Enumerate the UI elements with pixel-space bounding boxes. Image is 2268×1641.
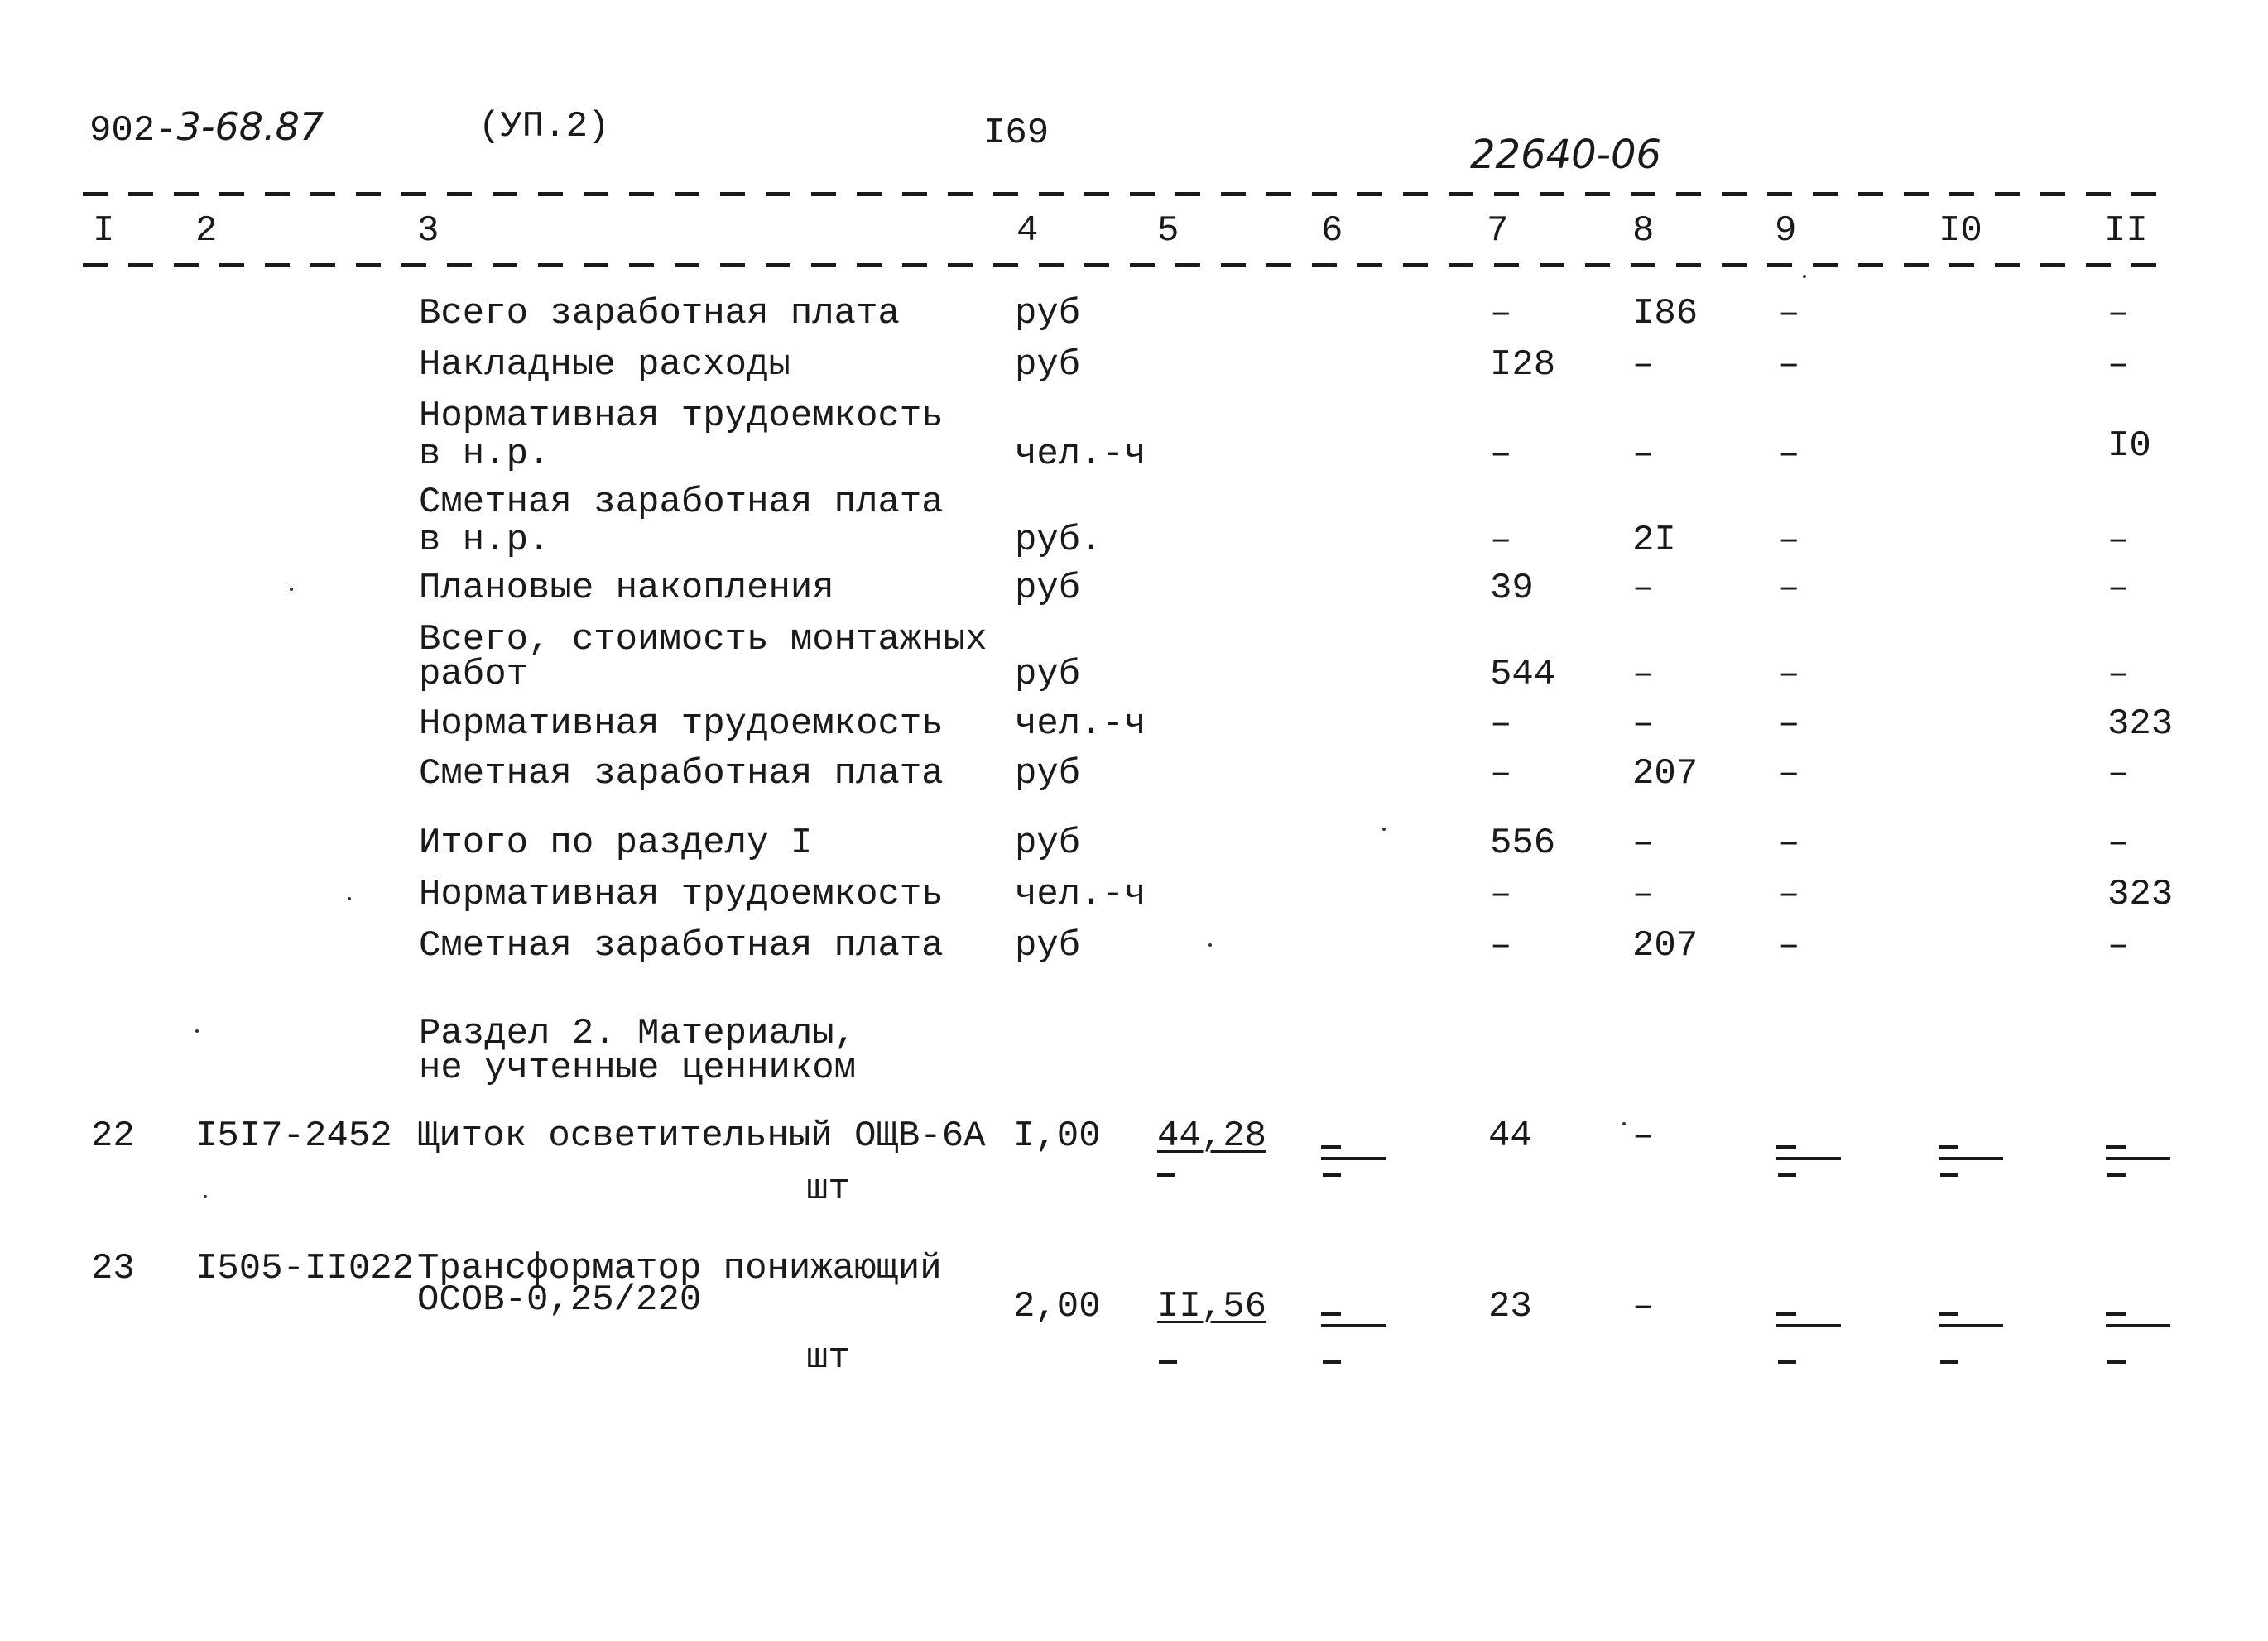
row-unit: руб xyxy=(1015,823,1081,864)
row-unit: чел.-ч xyxy=(1015,434,1146,475)
col-header-9: 9 xyxy=(1775,210,1797,252)
row-name: Сметная заработная плата xyxy=(419,753,944,794)
row-col8: – xyxy=(1632,344,1655,386)
row-col7: – xyxy=(1490,293,1512,334)
section-title-cont: не учтенные ценником xyxy=(419,1048,857,1089)
row-col9: – xyxy=(1778,753,1800,794)
item-col8: – xyxy=(1632,1286,1655,1327)
row-col9: – xyxy=(1778,925,1800,967)
row-unit: руб xyxy=(1015,925,1081,967)
scan-speck xyxy=(195,1029,199,1033)
row-unit: руб xyxy=(1015,293,1081,334)
row-col9: – xyxy=(1778,344,1800,386)
col6-mark xyxy=(1321,1312,1341,1316)
col11-dash xyxy=(2107,1173,2126,1177)
scan-speck xyxy=(1208,943,1212,947)
row-col8: – xyxy=(1632,823,1655,864)
col6-dash xyxy=(1323,1360,1341,1364)
row-unit: руб xyxy=(1015,344,1081,386)
item-name: Щиток осветительный ОЩВ-6А xyxy=(417,1116,986,1157)
col9-dash xyxy=(1778,1173,1796,1177)
col9-underline xyxy=(1776,1324,1841,1327)
row-unit: руб xyxy=(1015,568,1081,609)
row-col8: 207 xyxy=(1632,925,1699,967)
col9-mark xyxy=(1776,1145,1796,1149)
row-col8: – xyxy=(1632,874,1655,915)
row-name: Всего, стоимость монтажных xyxy=(419,619,987,660)
col11-dash xyxy=(2107,1360,2126,1364)
item-col8: – xyxy=(1632,1116,1655,1157)
scan-speck xyxy=(1622,1122,1626,1125)
col9-underline xyxy=(1776,1157,1841,1160)
price-dash xyxy=(1159,1360,1177,1364)
row-name-cont: в н.р. xyxy=(419,434,550,475)
row-col11: – xyxy=(2107,823,2130,864)
col-header-2: 2 xyxy=(195,210,218,252)
row-col7: – xyxy=(1490,703,1512,745)
col11-underline xyxy=(2106,1324,2170,1327)
col10-underline xyxy=(1939,1324,2003,1327)
col9-dash xyxy=(1778,1360,1796,1364)
col10-mark xyxy=(1939,1145,1958,1149)
row-name: Всего заработная плата xyxy=(419,293,900,334)
item-qty: 2,00 xyxy=(1013,1286,1101,1327)
col11-mark xyxy=(2106,1145,2126,1149)
scan-speck xyxy=(348,897,351,900)
col10-mark xyxy=(1939,1312,1958,1316)
row-col7: 556 xyxy=(1490,823,1556,864)
row-col11: – xyxy=(2107,654,2130,695)
col6-underline xyxy=(1321,1157,1386,1160)
item-price: II,56 xyxy=(1157,1286,1267,1327)
item-code: I505-II022 xyxy=(195,1248,415,1289)
col-header-10: I0 xyxy=(1939,210,1982,252)
col-header-3: 3 xyxy=(417,210,440,252)
col10-underline xyxy=(1939,1157,2003,1160)
row-col11: 323 xyxy=(2107,874,2174,915)
row-name-cont: работ xyxy=(419,654,529,695)
item-number: 23 xyxy=(91,1248,135,1289)
row-col8: – xyxy=(1632,434,1655,475)
col10-dash xyxy=(1940,1360,1958,1364)
row-col11: – xyxy=(2107,344,2130,386)
item-unit: шт xyxy=(806,1337,850,1379)
doc-part: (УП.2) xyxy=(478,106,610,147)
col-header-6: 6 xyxy=(1321,210,1343,252)
item-name: Трансформатор понижающий xyxy=(417,1248,942,1289)
row-name: Накладные расходы xyxy=(419,344,790,386)
row-col8: – xyxy=(1632,568,1655,609)
row-col9: – xyxy=(1778,520,1800,561)
row-col7: I28 xyxy=(1490,344,1556,386)
item-code: I5I7-2452 xyxy=(195,1116,392,1157)
row-col11: – xyxy=(2107,293,2130,334)
row-name: Сметная заработная плата xyxy=(419,482,944,523)
row-col11: – xyxy=(2107,925,2130,967)
item-unit: шт xyxy=(806,1168,850,1210)
col-header-1: I xyxy=(93,210,115,252)
row-col9: – xyxy=(1778,703,1800,745)
row-col7: – xyxy=(1490,434,1512,475)
row-name: Нормативная трудоемкость xyxy=(419,874,944,915)
row-name: Нормативная трудоемкость xyxy=(419,396,944,437)
col11-underline xyxy=(2106,1157,2170,1160)
col-header-7: 7 xyxy=(1487,210,1509,252)
item-qty: I,00 xyxy=(1013,1116,1101,1157)
row-unit: руб xyxy=(1015,654,1081,695)
row-col9: – xyxy=(1778,434,1800,475)
row-name: Сметная заработная плата xyxy=(419,925,944,967)
row-col7: – xyxy=(1490,925,1512,967)
col-header-11: II xyxy=(2104,210,2148,252)
row-unit: чел.-ч xyxy=(1015,703,1146,745)
item-col7: 23 xyxy=(1488,1286,1532,1327)
row-col7: – xyxy=(1490,520,1512,561)
header-bottom-rule xyxy=(83,263,2169,267)
row-col9: – xyxy=(1778,568,1800,609)
row-col11: I0 xyxy=(2107,425,2151,467)
item-name-cont: ОСОВ-0,25/220 xyxy=(417,1279,702,1321)
row-col11: – xyxy=(2107,520,2130,561)
col6-underline xyxy=(1321,1324,1386,1327)
row-col7: – xyxy=(1490,874,1512,915)
row-col8: I86 xyxy=(1632,293,1699,334)
doc-code-prefix: 902- xyxy=(89,110,177,151)
row-col11: – xyxy=(2107,753,2130,794)
row-unit: чел.-ч xyxy=(1015,874,1146,915)
scan-speck xyxy=(1382,828,1386,831)
row-col9: – xyxy=(1778,874,1800,915)
row-col7: – xyxy=(1490,753,1512,794)
row-col8: 207 xyxy=(1632,753,1699,794)
row-col8: – xyxy=(1632,654,1655,695)
row-name-cont: в н.р. xyxy=(419,520,550,561)
item-price: 44,28 xyxy=(1157,1116,1267,1157)
doc-code xyxy=(89,104,324,151)
col10-dash xyxy=(1940,1173,1958,1177)
col-header-8: 8 xyxy=(1632,210,1655,252)
col-header-4: 4 xyxy=(1016,210,1039,252)
scan-speck xyxy=(1803,275,1806,278)
section-title: Раздел 2. Материалы, xyxy=(419,1013,857,1054)
col6-dash xyxy=(1323,1173,1341,1177)
scan-speck xyxy=(290,588,293,591)
row-col7: 544 xyxy=(1490,654,1556,695)
row-name: Итого по разделу I xyxy=(419,823,813,864)
page-number: I69 xyxy=(983,113,1050,154)
item-col7: 44 xyxy=(1488,1116,1532,1157)
row-col8: – xyxy=(1632,703,1655,745)
col6-mark xyxy=(1321,1145,1341,1149)
row-col8: 2I xyxy=(1632,520,1676,561)
row-col7: 39 xyxy=(1490,568,1534,609)
row-col11: – xyxy=(2107,568,2130,609)
row-unit: руб xyxy=(1015,753,1081,794)
scan-speck xyxy=(204,1195,207,1198)
item-number: 22 xyxy=(91,1116,135,1157)
row-name: Нормативная трудоемкость xyxy=(419,703,944,745)
doc-code-handwritten: 3-68.87 xyxy=(176,104,324,149)
row-unit: руб. xyxy=(1015,520,1103,561)
row-col9: – xyxy=(1778,654,1800,695)
header-top-rule xyxy=(83,192,2169,196)
stamp-number: 22640-06 xyxy=(1470,132,1662,178)
row-col9: – xyxy=(1778,823,1800,864)
col11-mark xyxy=(2106,1312,2126,1316)
row-name: Плановые накопления xyxy=(419,568,834,609)
price-dash xyxy=(1157,1173,1175,1177)
col-header-5: 5 xyxy=(1157,210,1180,252)
col9-mark xyxy=(1776,1312,1796,1316)
row-col9: – xyxy=(1778,293,1800,334)
row-col11: 323 xyxy=(2107,703,2174,745)
